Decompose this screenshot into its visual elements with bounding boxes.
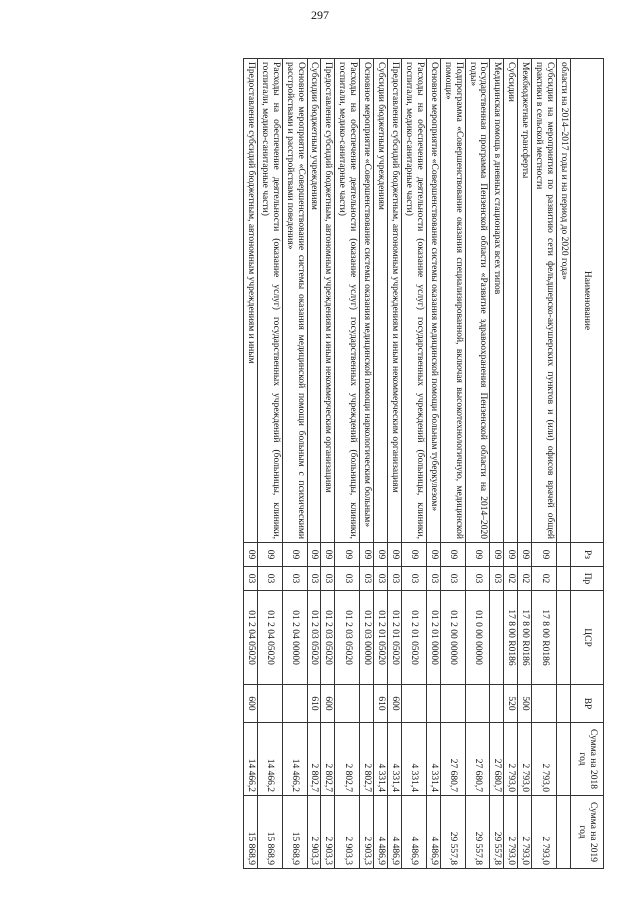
table-row [360, 59, 374, 869]
header-sum-2019: Сумма на 2019 год [571, 796, 604, 869]
row-sum-2019: 2 793,0 [504, 796, 518, 869]
row-vr [402, 685, 427, 723]
table-row [490, 59, 504, 869]
row-pr: 03 [257, 567, 282, 591]
table-row [257, 59, 282, 869]
row-csr: 01 0 00 00000 [465, 591, 490, 685]
row-pr: 03 [388, 567, 402, 591]
row-name: Субсидии на мероприятия по развитию сети фельдшерско-акушерских пунктов и (или) офисов врачей общей практики в сельской местности [532, 59, 557, 543]
row-pr: 03 [321, 567, 335, 591]
row-vr: 610 [307, 685, 321, 723]
row-sum-2018: 2 802,7 [360, 723, 374, 796]
table-row [282, 59, 307, 869]
header-pr: Пр [571, 567, 604, 591]
row-rz: 09 [374, 543, 388, 567]
table-row [532, 59, 557, 869]
row-pr: 03 [243, 567, 257, 591]
row-name: Основное мероприятие «Совершенствование системы оказания медицинской помощи больным с психическими расстройствами и расстройствами поведения» [282, 59, 307, 543]
continuation-text: области на 2014–2017 годы и на период до 2020 года» [557, 59, 571, 543]
row-sum-2019: 2 903,3 [307, 796, 321, 869]
table-row [388, 59, 402, 869]
row-rz: 09 [388, 543, 402, 567]
row-name: Медицинская помощь в дневных стационарах всех типов [490, 59, 504, 543]
header-sum-2018: Сумма на 2018 год [571, 723, 604, 796]
row-sum-2018: 2 793,0 [518, 723, 532, 796]
row-vr: 500 [518, 685, 532, 723]
row-sum-2018: 2 802,7 [335, 723, 360, 796]
table-row [504, 59, 518, 869]
row-sum-2019: 2 903,3 [321, 796, 335, 869]
row-vr [335, 685, 360, 723]
row-vr: 600 [243, 685, 257, 723]
row-sum-2019: 15 868,9 [243, 796, 257, 869]
row-vr [490, 685, 504, 723]
row-name: Основное мероприятие «Совершенствование системы оказания медицинской помощи наркологическим больным» [360, 59, 374, 543]
row-sum-2018: 14 466,2 [243, 723, 257, 796]
row-name: Расходы на обеспечение деятельности (оказание услуг) государственных учреждений (больницы, клиники, госпитали, медико-санитарные части) [335, 59, 360, 543]
table-row [243, 59, 257, 869]
page-number: 297 [311, 8, 329, 22]
row-name: Подпрограмма «Совершенствование оказания специализированной, включая высокотехнологичную, медицинской помощи» [440, 59, 465, 543]
row-sum-2018: 14 466,2 [257, 723, 282, 796]
row-rz: 09 [335, 543, 360, 567]
table-header [571, 59, 604, 869]
row-sum-2018: 4 331,4 [402, 723, 427, 796]
row-csr: 01 2 03 05020 [321, 591, 335, 685]
row-pr: 02 [504, 567, 518, 591]
row-vr [426, 685, 440, 723]
row-name: Расходы на обеспечение деятельности (оказание услуг) государственных учреждений (больницы, клиники, госпитали, медико-санитарные части) [402, 59, 427, 543]
row-sum-2018: 4 331,4 [388, 723, 402, 796]
row-rz: 09 [402, 543, 427, 567]
row-sum-2018: 2 793,0 [532, 723, 557, 796]
row-rz: 09 [440, 543, 465, 567]
row-sum-2018: 4 331,4 [374, 723, 388, 796]
row-rz: 09 [518, 543, 532, 567]
table-row [374, 59, 388, 869]
row-rz: 09 [257, 543, 282, 567]
row-rz: 09 [282, 543, 307, 567]
row-name: Предоставление субсидий бюджетным, автономным учреждениям и иным некоммерческим организациям [321, 59, 335, 543]
row-vr: 610 [374, 685, 388, 723]
row-name: Предоставление субсидий бюджетным, автономным учреждениям и иным некоммерческим организациям [388, 59, 402, 543]
row-rz: 09 [504, 543, 518, 567]
header-rz: Рз [571, 543, 604, 567]
row-sum-2019: 29 557,8 [440, 796, 465, 869]
row-rz: 09 [532, 543, 557, 567]
row-csr [490, 591, 504, 685]
row-sum-2018: 27 680,7 [465, 723, 490, 796]
table-row [402, 59, 427, 869]
row-csr: 01 2 04 05020 [257, 591, 282, 685]
row-csr: 17 8 00 R0186 [518, 591, 532, 685]
row-csr: 17 8 00 R0186 [532, 591, 557, 685]
row-csr: 17 8 00 R0186 [504, 591, 518, 685]
row-vr: 520 [504, 685, 518, 723]
row-pr: 03 [282, 567, 307, 591]
row-pr: 03 [426, 567, 440, 591]
row-sum-2019: 29 557,8 [465, 796, 490, 869]
row-vr [465, 685, 490, 723]
row-pr: 03 [402, 567, 427, 591]
row-sum-2018: 2 802,7 [321, 723, 335, 796]
row-pr: 03 [374, 567, 388, 591]
row-name: Субсидии бюджетным учреждениям [374, 59, 388, 543]
row-vr [257, 685, 282, 723]
table-row [307, 59, 321, 869]
row-pr: 03 [360, 567, 374, 591]
row-csr: 01 2 01 05020 [374, 591, 388, 685]
row-name: Расходы на обеспечение деятельности (оказание услуг) государственных учреждений (больницы, клиники, госпитали, медико-санитарные части) [257, 59, 282, 543]
row-sum-2018: 2 793,0 [504, 723, 518, 796]
row-sum-2019: 4 486,9 [402, 796, 427, 869]
budget-table [243, 58, 604, 869]
row-name: Государственная программа Пензенской области «Развитие здравоохранения Пензенской области на 2014–2020 годы» [465, 59, 490, 543]
row-sum-2019: 2 793,0 [518, 796, 532, 869]
table-body [243, 59, 570, 869]
row-sum-2019: 15 868,9 [282, 796, 307, 869]
row-pr: 02 [532, 567, 557, 591]
row-sum-2018: 27 680,7 [490, 723, 504, 796]
row-csr: 01 2 00 00000 [440, 591, 465, 685]
row-csr: 01 2 04 05020 [243, 591, 257, 685]
row-csr: 01 2 01 05020 [402, 591, 427, 685]
row-csr: 01 2 03 05020 [307, 591, 321, 685]
row-sum-2019: 15 868,9 [257, 796, 282, 869]
row-sum-2019: 2 903,3 [360, 796, 374, 869]
table-row [426, 59, 440, 869]
row-rz: 09 [321, 543, 335, 567]
row-pr: 03 [465, 567, 490, 591]
table-row [518, 59, 532, 869]
row-csr: 01 2 01 05020 [388, 591, 402, 685]
row-vr [360, 685, 374, 723]
row-sum-2019: 29 557,8 [490, 796, 504, 869]
row-rz: 09 [360, 543, 374, 567]
row-vr [532, 685, 557, 723]
header-name: Наименование [571, 59, 604, 543]
table-row [335, 59, 360, 869]
rotated-page-content [40, 58, 604, 868]
row-pr: 03 [440, 567, 465, 591]
continuation-row [557, 59, 571, 869]
row-pr: 02 [518, 567, 532, 591]
row-csr: 01 2 01 00000 [426, 591, 440, 685]
row-csr: 01 2 03 00000 [360, 591, 374, 685]
row-pr: 03 [490, 567, 504, 591]
row-pr: 03 [335, 567, 360, 591]
row-sum-2019: 4 486,9 [426, 796, 440, 869]
row-sum-2019: 2 793,0 [532, 796, 557, 869]
row-sum-2019: 2 903,3 [335, 796, 360, 869]
row-rz: 09 [243, 543, 257, 567]
row-name: Субсидии [504, 59, 518, 543]
row-pr: 03 [307, 567, 321, 591]
row-sum-2018: 4 331,4 [426, 723, 440, 796]
header-csr: ЦСР [571, 591, 604, 685]
table-row [440, 59, 465, 869]
row-sum-2019: 4 486,9 [374, 796, 388, 869]
row-name: Субсидии бюджетным учреждениям [307, 59, 321, 543]
header-vr: ВР [571, 685, 604, 723]
row-sum-2019: 4 486,9 [388, 796, 402, 869]
row-rz: 09 [426, 543, 440, 567]
row-name: Основное мероприятие «Совершенствование системы оказания медицинской помощи больным туберкулезом» [426, 59, 440, 543]
row-vr [440, 685, 465, 723]
row-rz: 09 [307, 543, 321, 567]
row-vr: 600 [388, 685, 402, 723]
row-name: Предоставление субсидий бюджетным, автономным учреждениям и иным [243, 59, 257, 543]
row-sum-2018: 2 802,7 [307, 723, 321, 796]
row-vr [282, 685, 307, 723]
row-name: Межбюджетные трансферты [518, 59, 532, 543]
row-csr: 01 2 03 05020 [335, 591, 360, 685]
row-csr: 01 2 04 00000 [282, 591, 307, 685]
table-row [465, 59, 490, 869]
row-rz: 09 [490, 543, 504, 567]
table-row [321, 59, 335, 869]
row-sum-2018: 27 680,7 [440, 723, 465, 796]
row-vr: 600 [321, 685, 335, 723]
row-rz: 09 [465, 543, 490, 567]
row-sum-2018: 14 466,2 [282, 723, 307, 796]
